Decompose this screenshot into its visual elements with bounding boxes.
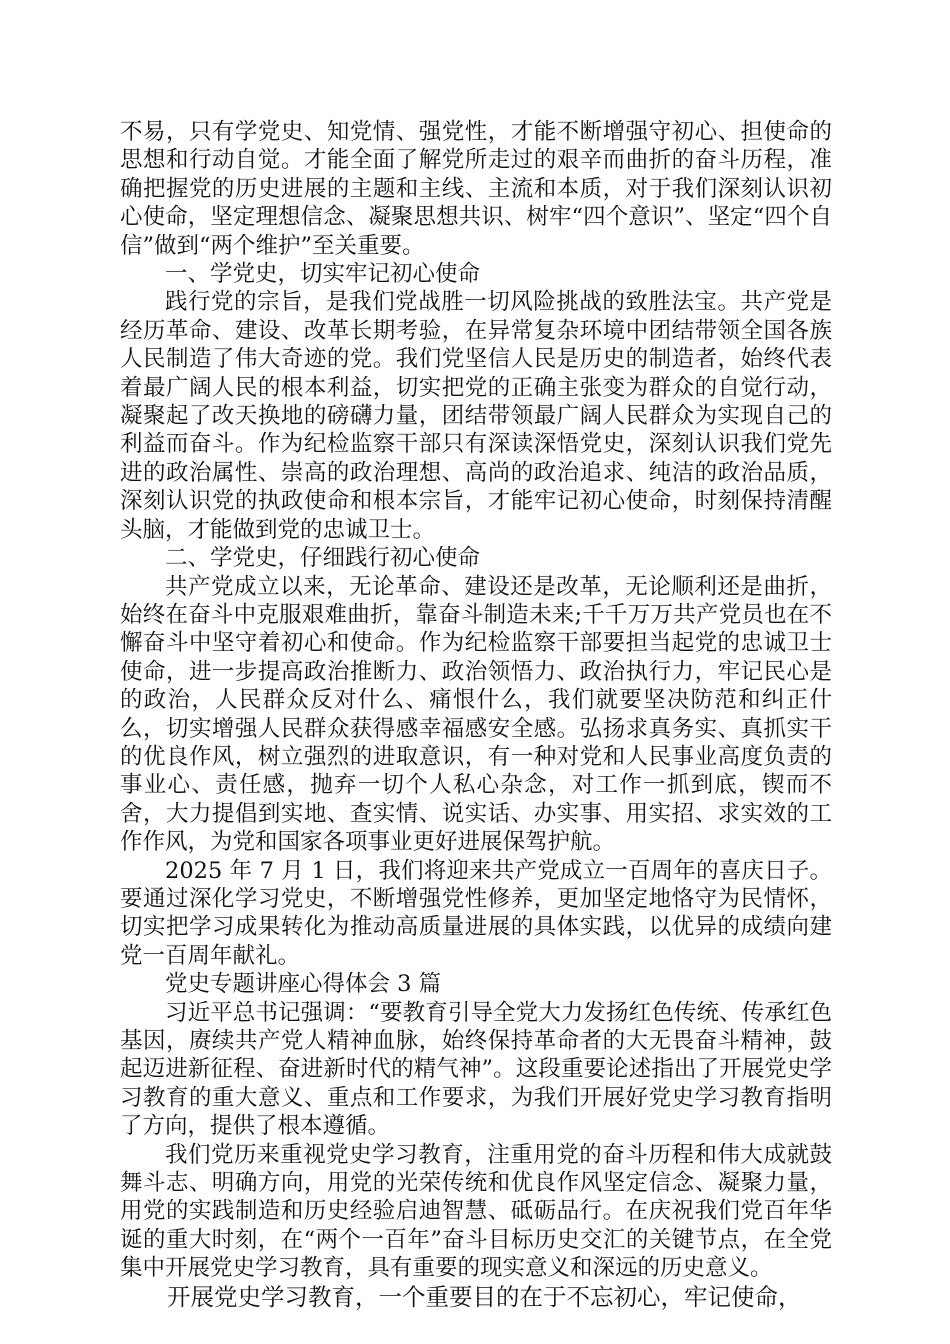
paragraph-section-2: 共产党成立以来，无论革命、建设还是改革，无论顺利还是曲折，始终在奋斗中克服艰难曲折，靠奋斗制造未来;千千万万共产党员也在不懈奋斗中坚守着初心和使命。作为纪检监察干部要担当起党的忠诚卫士使命，进一步提高政治推断力、政治领悟力、政治执行力，牢记民心是的政治，人民群众反对什么、痛恨什么，我们就要坚决防范和纠正什么，切实增强人民群众获得感幸福感安全感。弘扬求真务实、真抓实干的优良作风，树立强烈的进取意识，有一种对党和人民事业高度负责的事业心、责任感，抛弃一切个人私心杂念，对工作一抓到底，锲而不舍，大力提倡到实地、查实情、说实话、办实事、用实招、求实效的工作作风，为党和国家各项事业更好进展保驾护航。 xyxy=(120,573,832,856)
paragraph-closing: 开展党史学习教育，一个重要目的在于不忘初心，牢记使命， xyxy=(167,1282,802,1311)
document-page xyxy=(120,118,832,1311)
section-heading-2: 二、学党史，仔细践行初心使命 xyxy=(165,545,481,572)
paragraph-anniversary: 2025 年 7 月 1 日，我们将迎来共产党成立一百周年的喜庆日子。要通过深化学习党史，不断增强党性修养，更加坚定地恪守为民情怀，切实把学习成果转化为推动高质量进展的具体实践，以优异的成绩向建党一百周年献礼。 xyxy=(120,857,832,969)
paragraph-section-1: 践行党的宗旨，是我们党战胜一切风险挑战的致胜法宝。共产党是经历革命、建设、改革长期考验，在异常复杂环境中团结带领全国各族人民制造了伟大奇迹的党。我们党坚信人民是历史的制造者，始终代表着最广阔人民的根本利益，切实把党的正确主张变为群众的自觉行动，凝聚起了改天换地的磅礴力量，团结带领最广阔人民群众为实现自己的利益而奋斗。作为纪检监察干部只有深读深悟党史，深刻认识我们党先进的政治属性、崇高的政治理想、高尚的政治追求、纯洁的政治品质，深刻认识党的执政使命和根本宗旨，才能牢记初心使命，时刻保持清醒头脑，才能做到党的忠诚卫士。 xyxy=(120,289,832,543)
paragraph-quote: 习近平总书记强调：“要教育引导全党大力发扬红色传统、传承红色基因，赓续共产党人精神血脉，始终保持革命者的大无畏奋斗精神，鼓起迈进新征程、奋进新时代的精气神”。这段重要论述指出了开展党史学习教育的重大意义、重点和工作要求，为我们开展好党史学习教育指明了方向，提供了根本遵循。 xyxy=(120,999,832,1140)
section-heading-1: 一、学党史，切实牢记初心使命 xyxy=(165,261,481,288)
article-title: 党史专题讲座心得体会 3 篇 xyxy=(165,971,442,998)
paragraph-intro: 不易，只有学党史、知党情、强党性，才能不断增强守初心、担使命的思想和行动自觉。才能全面了解党所走过的艰辛而曲折的奋斗历程，准确把握党的历史进展的主题和主线、主流和本质，对于我们深刻认识初心使命，坚定理想信念、凝聚思想共识、树牢“四个意识”、坚定“四个自信”做到“两个维护”至关重要。 xyxy=(120,119,832,259)
paragraph-history: 我们党历来重视党史学习教育，注重用党的奋斗历程和伟大成就鼓舞斗志、明确方向，用党的光荣传统和优良作风坚定信念、凝聚力量，用党的实践制造和历史经验启迪智慧、砥砺品行。在庆祝我们党百年华诞的重大时刻，在“两个一百年”奋斗目标历史交汇的关键节点，在全党集中开展党史学习教育，具有重要的现实意义和深远的历史意义。 xyxy=(120,1141,832,1282)
